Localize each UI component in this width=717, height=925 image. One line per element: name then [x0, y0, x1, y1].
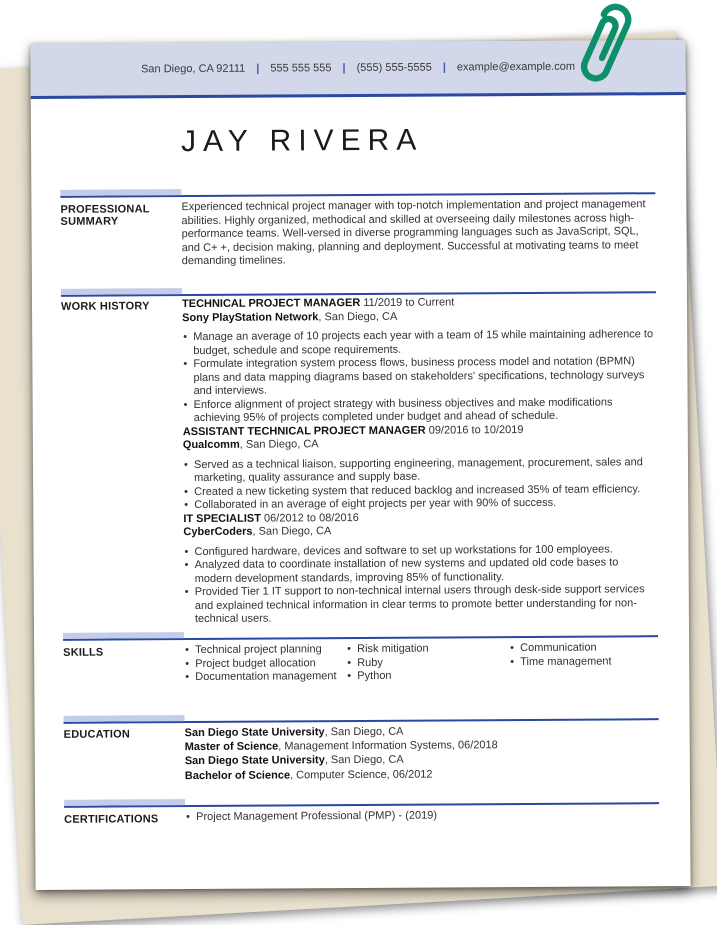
job-title: ASSISTANT TECHNICAL PROJECT MANAGER	[182, 424, 426, 438]
education-degree: Master of Science	[184, 740, 279, 754]
skill-item: • Time management	[509, 655, 658, 669]
job-location: , San Diego, CA	[318, 310, 398, 323]
job-bullets	[182, 328, 657, 425]
section-heading-line: SUMMARY	[60, 215, 119, 228]
job-company: CyberCoders	[183, 525, 253, 539]
education-degree-line	[185, 766, 659, 783]
section-heading: WORK HISTORY	[60, 300, 150, 313]
job-entry	[183, 510, 658, 627]
contact-phone-1: 555 555 555	[270, 62, 332, 75]
separator: |	[256, 62, 260, 75]
job-company: Sony PlayStation Network	[182, 310, 319, 324]
divider-accent-bar	[63, 632, 184, 639]
skills-column	[509, 641, 658, 682]
section-divider	[64, 712, 659, 724]
contact-email: example@example.com	[456, 60, 576, 74]
job-company-line	[182, 309, 656, 325]
separator: |	[442, 61, 446, 74]
section-heading	[60, 201, 181, 228]
section-divider	[63, 629, 658, 641]
job-dates: 06/2012 to 08/2016	[263, 511, 359, 525]
education-degree-detail: , Management Information Systems, 06/2018	[278, 739, 498, 753]
job-company-line	[183, 436, 657, 452]
job-bullet: • Provided Tier 1 IT support to non-technical internal users through desk-side support services and explained technical information in clear terms to promote better understanding for non-technical users.	[184, 583, 658, 626]
education-school-location: , San Diego, CA	[324, 725, 404, 739]
job-bullet: • Analyzed data to coordinate installation of new systems and updated old code bases to modern development standards, improving 85% of functionality.	[184, 556, 658, 586]
education-degree: Bachelor of Science	[184, 769, 291, 782]
job-dates: 09/2016 to 10/2019	[428, 423, 524, 437]
job-bullet: • Manage an average of 10 projects each year with a team of 15 while maintaining adherence to budget, schedule and scope requirements.	[182, 328, 656, 358]
job-title: IT SPECIALIST	[183, 512, 261, 525]
job-company: Qualcomm	[182, 438, 240, 452]
job-location: , San Diego, CA	[239, 438, 319, 451]
divider-accent-bar	[61, 288, 182, 295]
education-degree-detail: , Computer Science, 06/2012	[290, 768, 433, 782]
section-divider	[64, 796, 659, 808]
job-company-line	[183, 523, 657, 539]
job-bullet: • Created a new ticketing system that reduced backlog and increased 35% of team efficiency.	[183, 483, 657, 499]
skill-item: • Risk mitigation	[346, 642, 509, 656]
section-heading: CERTIFICATIONS	[64, 813, 159, 826]
education-entry	[185, 752, 659, 783]
contact-phone-2: (555) 555-5555	[356, 61, 432, 75]
job-entry	[182, 295, 657, 425]
job-location: , San Diego, CA	[252, 525, 332, 538]
job-dates: 11/2019 to Current	[363, 296, 455, 309]
divider-accent-bar	[60, 189, 181, 196]
education-entry	[185, 723, 659, 754]
section-divider	[60, 186, 655, 198]
section-certifications	[64, 808, 659, 826]
education-school: San Diego State University	[184, 726, 325, 740]
divider-accent-bar	[64, 799, 185, 806]
certification-item: • Project Management Professional (PMP) - (2019)	[185, 808, 659, 824]
job-bullet: • Formulate integration system process flows, business process model and notation (BPMN) plans and data mapping diagrams based on stakeholders' specifications, technology surveys and interviews.	[182, 355, 656, 398]
contact-location: San Diego, CA 92111	[141, 62, 246, 76]
candidate-name: JAY RIVERA	[180, 123, 424, 159]
section-work-history	[61, 295, 658, 627]
section-skills	[63, 641, 658, 685]
skill-item: • Communication	[509, 641, 658, 655]
skill-item: • Python	[346, 669, 509, 683]
education-school-location: , San Diego, CA	[324, 754, 404, 767]
work-history-body	[182, 295, 658, 626]
skills-body	[184, 641, 658, 684]
skill-item: • Documentation management	[184, 670, 346, 684]
summary-text: Experienced technical project manager with top-notch implementation and project management abilities. Highly organized, methodical and skilled at overseeing daily milestones across high-performance teams. Well-versed in diverse programming languages such as JavaScript, SQL, and C+ +, decision making, planning and deployment. Successful at motivating teams to meet demanding timelines.	[181, 198, 646, 268]
certifications-body	[185, 808, 659, 824]
job-bullet: • Enforce alignment of project strategy with business objectives and make modifications achieving 95% of projects completed under budget and ahead of schedule.	[183, 396, 657, 426]
skill-item: • Ruby	[346, 656, 509, 670]
education-school: San Diego State University	[184, 754, 325, 768]
skill-item: • Technical project planning	[184, 643, 346, 657]
job-bullet: • Collaborated in an average of eight projects per year with 90% of success.	[183, 496, 657, 512]
job-bullet: • Configured hardware, devices and software to set up workstations for 100 employees.	[183, 543, 657, 559]
job-entry	[183, 423, 658, 513]
job-bullets	[183, 456, 657, 513]
skills-columns	[184, 641, 658, 684]
separator: |	[342, 62, 346, 75]
section-education	[64, 723, 659, 783]
education-body	[185, 723, 659, 783]
section-heading: SKILLS	[63, 646, 104, 659]
job-bullet: • Served as a technical liaison, supporting engineering, management, procurement, sales and marketing, quality assurance and supply base.	[183, 456, 657, 486]
section-heading: EDUCATION	[63, 728, 131, 741]
divider-accent-bar	[64, 715, 185, 722]
resume-page	[30, 40, 690, 890]
section-heading-line: PROFESSIONAL	[60, 203, 150, 216]
skills-column	[184, 643, 346, 684]
skills-column	[346, 642, 509, 683]
job-title: TECHNICAL PROJECT MANAGER	[181, 296, 361, 311]
job-bullets	[183, 543, 657, 627]
section-professional-summary	[60, 198, 655, 269]
skill-item: • Project budget allocation	[184, 657, 346, 671]
